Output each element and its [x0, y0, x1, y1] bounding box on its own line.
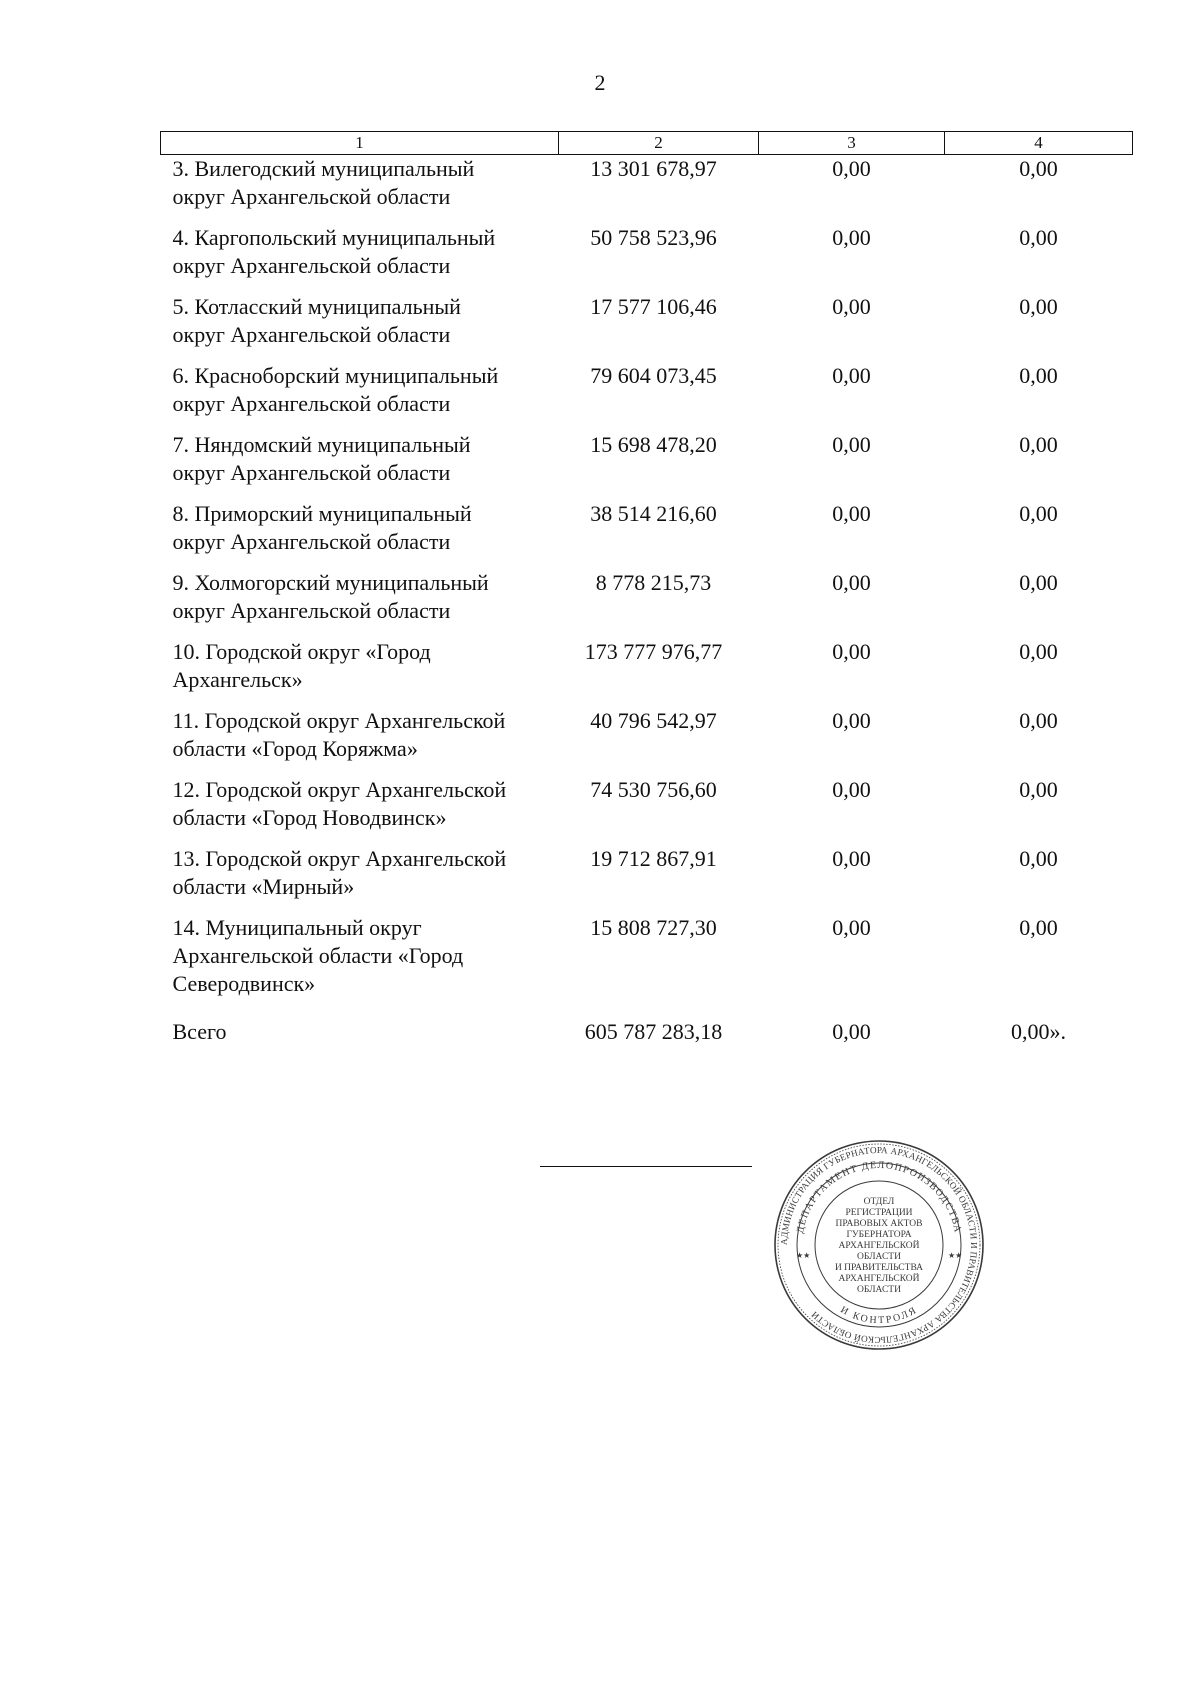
- municipality-name-cell: [161, 500, 559, 569]
- table-row: [161, 500, 1133, 569]
- amount-cell: 17 577 106,46: [590, 294, 717, 319]
- value-cell-col4: 0,00: [1019, 501, 1058, 526]
- municipality-name-line: 6. Красноборский муниципальный: [172, 363, 499, 388]
- municipality-name-line: Северодвинск»: [172, 971, 316, 996]
- amount-cell: 13 301 678,97: [590, 156, 717, 181]
- seal-center-text: [835, 1197, 923, 1295]
- municipality-name-cell: [161, 707, 559, 776]
- value-cell-col3: 0,00: [832, 432, 871, 457]
- value-cell-col3: 0,00: [832, 708, 871, 733]
- municipality-name-line: округ Архангельской области: [172, 598, 451, 623]
- value-cell-col3: 0,00: [832, 156, 871, 181]
- amount-cell: 40 796 542,97: [590, 708, 717, 733]
- value-cell-col4: 0,00: [1019, 156, 1058, 181]
- value-cell-col4: 0,00: [1019, 915, 1058, 940]
- column-header-3: 3: [759, 132, 945, 155]
- table-row: [161, 914, 1133, 1014]
- amount-cell: 50 758 523,96: [590, 225, 717, 250]
- municipality-name-line: 5. Котласский муниципальный: [172, 294, 461, 319]
- table-row: [161, 845, 1133, 914]
- amount-cell: 15 698 478,20: [590, 432, 717, 457]
- value-cell-col3: 0,00: [832, 915, 871, 940]
- amount-cell: 19 712 867,91: [590, 846, 717, 871]
- value-cell-col4: 0,00: [1019, 708, 1058, 733]
- table-row: [161, 569, 1133, 638]
- municipality-name-line: 4. Каргопольский муниципальный: [172, 225, 496, 250]
- value-cell-col4: 0,00: [1019, 570, 1058, 595]
- seal-center-line: АРХАНГЕЛЬСКОЙ: [838, 1274, 920, 1284]
- seal-center-line: АРХАНГЕЛЬСКОЙ: [838, 1241, 920, 1251]
- municipality-name-cell: [161, 431, 559, 500]
- column-header-1: 1: [161, 132, 559, 155]
- value-cell-col3: 0,00: [832, 777, 871, 802]
- table-row: [161, 431, 1133, 500]
- value-cell-col3: 0,00: [832, 501, 871, 526]
- value-cell-col4: 0,00: [1019, 225, 1058, 250]
- table-row: [161, 293, 1133, 362]
- seal-center-line: РЕГИСТРАЦИИ: [845, 1208, 913, 1218]
- table-row: [161, 707, 1133, 776]
- value-cell-col4: 0,00: [1019, 777, 1058, 802]
- value-cell-col4: 0,00: [1019, 294, 1058, 319]
- municipality-name-line: 11. Городской округ Архангельской: [172, 708, 506, 733]
- table-row: [161, 638, 1133, 707]
- municipality-name-cell: [161, 155, 559, 225]
- value-cell-col3: 0,00: [832, 846, 871, 871]
- municipality-name-line: 14. Муниципальный округ: [172, 915, 422, 940]
- official-seal-stamp: [772, 1138, 986, 1352]
- allocation-table: [160, 131, 1133, 1058]
- municipality-name-line: 7. Няндомский муниципальный: [172, 432, 471, 457]
- municipality-name-cell: [161, 776, 559, 845]
- value-cell-col4: 0,00: [1019, 639, 1058, 664]
- table-row: [161, 776, 1133, 845]
- amount-cell: 15 808 727,30: [590, 915, 717, 940]
- seal-center-line: ГУБЕРНАТОРА: [846, 1230, 912, 1240]
- table-header-row: [161, 132, 1133, 155]
- signature-line: [540, 1166, 752, 1167]
- municipality-name-cell: [161, 914, 559, 1014]
- value-cell-col3: 0,00: [832, 570, 871, 595]
- amount-cell: 8 778 215,73: [595, 570, 712, 595]
- municipality-name-cell: [161, 569, 559, 638]
- amount-cell: 173 777 976,77: [584, 639, 723, 664]
- total-row: [161, 1014, 1133, 1058]
- amount-cell: 38 514 216,60: [590, 501, 717, 526]
- municipality-name-line: области «Город Новодвинск»: [172, 805, 447, 830]
- value-cell-col3: 0,00: [832, 639, 871, 664]
- seal-center-line: И ПРАВИТЕЛЬСТВА: [834, 1263, 924, 1273]
- municipality-name-cell: [161, 638, 559, 707]
- table-body: [161, 155, 1133, 1059]
- value-cell-col3: 0,00: [832, 294, 871, 319]
- municipality-name-cell: [161, 362, 559, 431]
- municipality-name-line: округ Архангельской области: [172, 253, 451, 278]
- table-row: [161, 155, 1133, 225]
- municipality-name-line: области «Мирный»: [172, 874, 355, 899]
- seal-center-line: ОТДЕЛ: [863, 1197, 895, 1207]
- page-number: 2: [594, 70, 606, 95]
- total-label: Всего: [172, 1019, 227, 1044]
- municipality-name-line: округ Архангельской области: [172, 529, 451, 554]
- seal-center-line: ОБЛАСТИ: [857, 1285, 901, 1295]
- municipality-name-line: 8. Приморский муниципальный: [172, 501, 472, 526]
- column-header-4: 4: [945, 132, 1133, 155]
- municipality-name-line: 12. Городской округ Архангельской: [172, 777, 507, 802]
- municipality-name-cell: [161, 293, 559, 362]
- total-col4: 0,00».: [1011, 1019, 1066, 1044]
- table-row: [161, 362, 1133, 431]
- value-cell-col4: 0,00: [1019, 363, 1058, 388]
- seal-star-right: ★★: [948, 1251, 963, 1260]
- municipality-name-line: области «Город Коряжма»: [172, 736, 418, 761]
- amount-cell: 79 604 073,45: [590, 363, 717, 388]
- value-cell-col3: 0,00: [832, 225, 871, 250]
- municipality-name-line: Архангельской области «Город: [172, 943, 464, 968]
- column-header-2: 2: [559, 132, 759, 155]
- municipality-name-line: 3. Вилегодский муниципальный: [172, 156, 475, 181]
- seal-center-line: ПРАВОВЫХ АКТОВ: [835, 1219, 923, 1229]
- total-col3: 0,00: [832, 1019, 871, 1044]
- seal-center-line: ОБЛАСТИ: [857, 1252, 901, 1262]
- municipality-name-cell: [161, 845, 559, 914]
- municipality-name-line: 10. Городской округ «Город: [172, 639, 431, 664]
- seal-outer-text: АДМИНИСТРАЦИЯ ГУБЕРНАТОРА АРХАНГЕЛЬСКОЙ ОБЛАСТИ И ПРАВИТЕЛЬСТВА АРХАНГЕЛЬСКОЙ ОБЛАСТИ: [778, 1144, 980, 1346]
- value-cell-col4: 0,00: [1019, 432, 1058, 457]
- municipality-name-line: округ Архангельской области: [172, 322, 451, 347]
- seal-inner-top-text: ДЕПАРТАМЕНТ ДЕЛОПРОИЗВОДСТВА: [794, 1159, 964, 1235]
- value-cell-col4: 0,00: [1019, 846, 1058, 871]
- value-cell-col3: 0,00: [832, 363, 871, 388]
- seal-inner-bottom-text: И КОНТРОЛЯ: [838, 1304, 920, 1327]
- municipality-name-line: округ Архангельской области: [172, 184, 451, 209]
- seal-star-left: ★★: [796, 1251, 811, 1260]
- municipality-name-line: округ Архангельской области: [172, 460, 451, 485]
- table-row: [161, 224, 1133, 293]
- municipality-name-line: 13. Городской округ Архангельской: [172, 846, 507, 871]
- municipality-name-line: 9. Холмогорский муниципальный: [172, 570, 489, 595]
- municipality-name-cell: [161, 224, 559, 293]
- municipality-name-line: округ Архангельской области: [172, 391, 451, 416]
- amount-cell: 74 530 756,60: [590, 777, 717, 802]
- municipality-name-line: Архангельск»: [172, 667, 303, 692]
- total-amount: 605 787 283,18: [584, 1019, 723, 1044]
